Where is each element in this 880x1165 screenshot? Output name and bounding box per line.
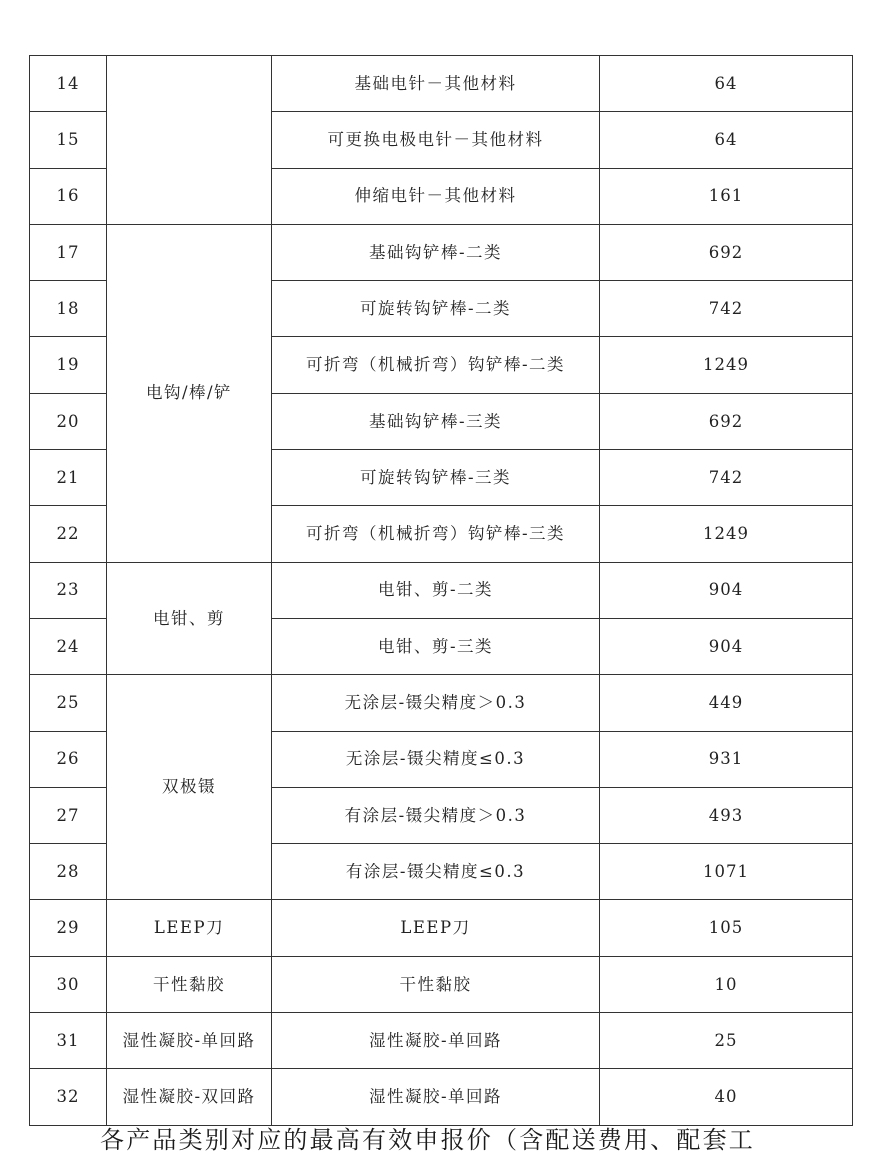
- price-cell: 904: [600, 618, 853, 674]
- table-row: [30, 956, 853, 1012]
- row-number-cell: 31: [30, 1013, 107, 1069]
- category-cell: 电钳、剪: [107, 562, 272, 675]
- price-cell: 449: [600, 675, 853, 731]
- price-cell: 161: [600, 168, 853, 224]
- price-cell: 105: [600, 900, 853, 956]
- price-cell: 493: [600, 787, 853, 843]
- product-name-cell: 电钳、剪-三类: [272, 618, 600, 674]
- row-number-cell: 27: [30, 787, 107, 843]
- product-name-cell: LEEP刀: [272, 900, 600, 956]
- product-name-cell: 可折弯（机械折弯）钩铲棒-三类: [272, 506, 600, 562]
- category-cell: 湿性凝胶-单回路: [107, 1013, 272, 1069]
- product-name-cell: 有涂层-镊尖精度＞0.3: [272, 787, 600, 843]
- category-cell: LEEP刀: [107, 900, 272, 956]
- row-number-cell: 21: [30, 450, 107, 506]
- price-cell: 742: [600, 450, 853, 506]
- product-name-cell: 干性黏胶: [272, 956, 600, 1012]
- price-cell: 40: [600, 1069, 853, 1125]
- category-cell: 双极镊: [107, 675, 272, 900]
- row-number-cell: 20: [30, 393, 107, 449]
- product-name-cell: 可旋转钩铲棒-三类: [272, 450, 600, 506]
- product-name-cell: 湿性凝胶-单回路: [272, 1069, 600, 1125]
- row-number-cell: 19: [30, 337, 107, 393]
- row-number-cell: 25: [30, 675, 107, 731]
- category-cell: [107, 56, 272, 225]
- row-number-cell: 16: [30, 168, 107, 224]
- price-cell: 1071: [600, 844, 853, 900]
- product-name-cell: 无涂层-镊尖精度＞0.3: [272, 675, 600, 731]
- table-row: [30, 1069, 853, 1125]
- table-body: [30, 56, 853, 1126]
- product-name-cell: 可旋转钩铲棒-二类: [272, 281, 600, 337]
- price-cell: 1249: [600, 506, 853, 562]
- row-number-cell: 18: [30, 281, 107, 337]
- row-number-cell: 28: [30, 844, 107, 900]
- product-name-cell: 无涂层-镊尖精度≤0.3: [272, 731, 600, 787]
- price-cell: 1249: [600, 337, 853, 393]
- table-row: [30, 562, 853, 618]
- footer-paragraph: 各产品类别对应的最高有效申报价（含配送费用、配套工: [100, 1126, 755, 1154]
- product-name-cell: 可更换电极电针－其他材料: [272, 112, 600, 168]
- product-name-cell: 电钳、剪-二类: [272, 562, 600, 618]
- price-table: [29, 55, 853, 1126]
- table-row: [30, 900, 853, 956]
- price-cell: 692: [600, 393, 853, 449]
- price-cell: 742: [600, 281, 853, 337]
- product-name-cell: 基础电针－其他材料: [272, 56, 600, 112]
- row-number-cell: 29: [30, 900, 107, 956]
- price-cell: 10: [600, 956, 853, 1012]
- row-number-cell: 17: [30, 224, 107, 280]
- table-row: [30, 1013, 853, 1069]
- product-name-cell: 基础钩铲棒-二类: [272, 224, 600, 280]
- price-cell: 64: [600, 112, 853, 168]
- row-number-cell: 26: [30, 731, 107, 787]
- product-name-cell: 湿性凝胶-单回路: [272, 1013, 600, 1069]
- row-number-cell: 30: [30, 956, 107, 1012]
- price-cell: 692: [600, 224, 853, 280]
- product-name-cell: 可折弯（机械折弯）钩铲棒-二类: [272, 337, 600, 393]
- product-name-cell: 伸缩电针－其他材料: [272, 168, 600, 224]
- row-number-cell: 23: [30, 562, 107, 618]
- category-cell: 干性黏胶: [107, 956, 272, 1012]
- row-number-cell: 24: [30, 618, 107, 674]
- row-number-cell: 14: [30, 56, 107, 112]
- category-cell: 电钩/棒/铲: [107, 224, 272, 562]
- product-name-cell: 有涂层-镊尖精度≤0.3: [272, 844, 600, 900]
- table-row: [30, 56, 853, 112]
- price-cell: 25: [600, 1013, 853, 1069]
- price-cell: 64: [600, 56, 853, 112]
- table-row: [30, 224, 853, 280]
- table-row: [30, 675, 853, 731]
- row-number-cell: 32: [30, 1069, 107, 1125]
- price-cell: 931: [600, 731, 853, 787]
- row-number-cell: 22: [30, 506, 107, 562]
- product-name-cell: 基础钩铲棒-三类: [272, 393, 600, 449]
- category-cell: 湿性凝胶-双回路: [107, 1069, 272, 1125]
- row-number-cell: 15: [30, 112, 107, 168]
- price-cell: 904: [600, 562, 853, 618]
